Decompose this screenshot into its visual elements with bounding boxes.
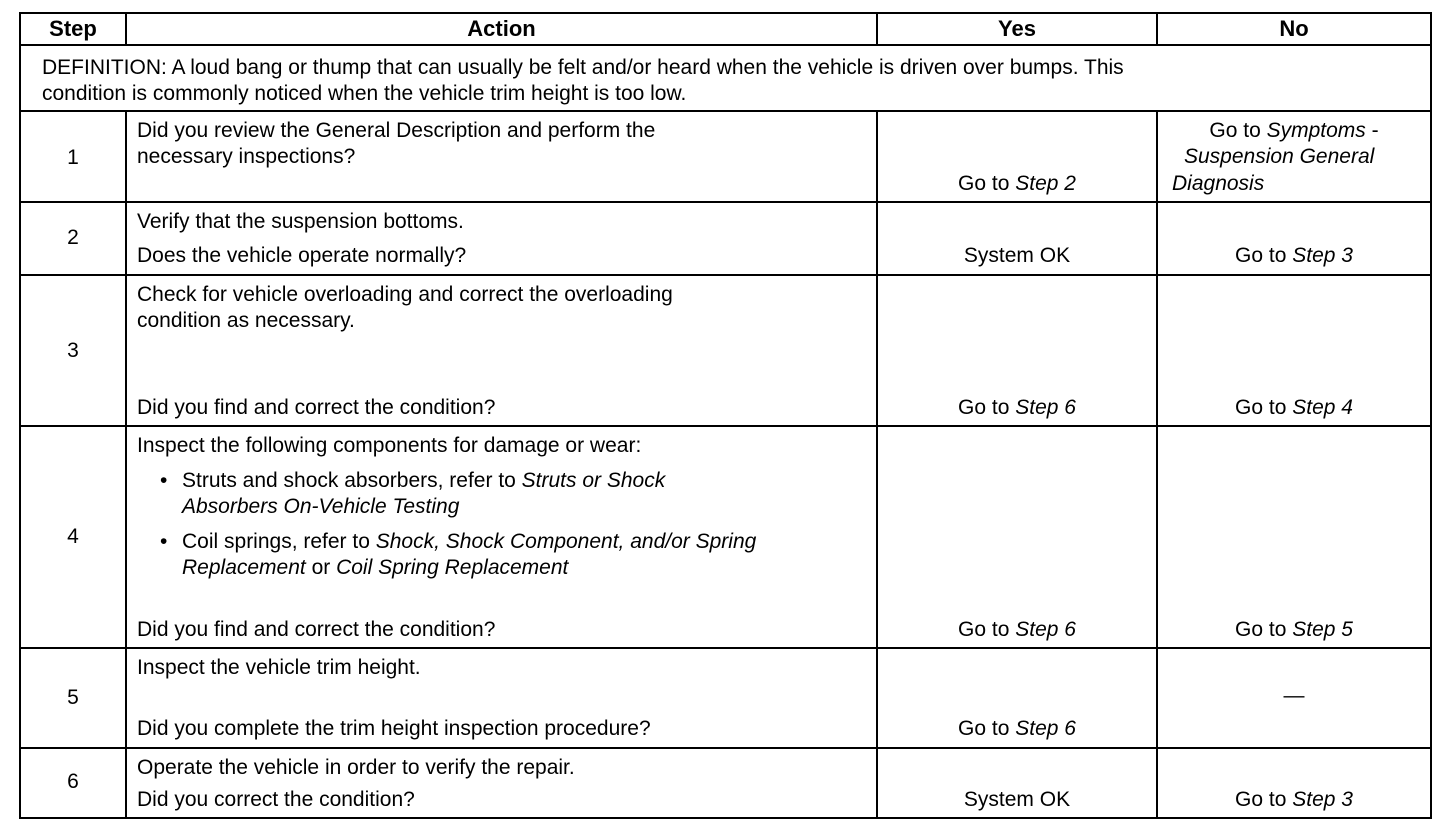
step-4-bullet-1-ref-1: Struts or Shock [521, 469, 666, 492]
step-3-no-ref: Step 4 [1292, 396, 1353, 419]
step-3-yes-ref: Step 6 [1015, 396, 1076, 419]
step-4-bullet-1-text: Struts and shock absorbers, refer to [182, 469, 522, 492]
definition-line-1: DEFINITION: A loud bang or thump that can usually be felt and/or heard when the vehicle is driven over bumps. This [42, 56, 1124, 79]
step-4-bullet-2-line-2 [182, 555, 568, 581]
step-3-yes-prefix: Go to [958, 396, 1016, 419]
step-6-question: Did you correct the condition? [137, 788, 415, 811]
step-4-bullet-1-ref-2: Absorbers On-Vehicle Testing [182, 495, 460, 518]
step-3-yes [878, 395, 1156, 421]
step-1-action-line-1: Did you review the General Description and perform the [137, 119, 656, 142]
step-1-no-prefix: Go to [1209, 119, 1267, 142]
step-number-4: 4 [67, 525, 79, 548]
step-2-no-prefix: Go to [1235, 244, 1293, 267]
step-6-action-line-1: Operate the vehicle in order to verify the repair. [137, 756, 575, 779]
definition-divider [19, 110, 1432, 112]
step-6-no-ref: Step 3 [1292, 788, 1353, 811]
step-1-no-ref-1: Symptoms [1266, 119, 1366, 142]
step-5-yes-prefix: Go to [958, 717, 1016, 740]
header-action: Action [467, 16, 536, 41]
step-4-bullet-2-marker: • [160, 530, 168, 553]
step-4-bullet-2-text: Coil springs, refer to [182, 530, 376, 553]
row-divider-1 [19, 201, 1432, 203]
step-number-2: 2 [67, 226, 79, 249]
col-divider-yes-body [1156, 110, 1158, 819]
step-4-yes-ref: Step 6 [1015, 618, 1076, 641]
col-divider-step-body [125, 110, 127, 819]
step-4-bullet-2-ref-2: Replacement [182, 556, 306, 579]
row-divider-2 [19, 274, 1432, 276]
step-2-yes: System OK [963, 244, 1071, 267]
step-4-bullet-2-or: or [305, 556, 337, 579]
step-number-5: 5 [67, 686, 79, 709]
step-4-yes [878, 617, 1156, 643]
step-2-no-ref: Step 3 [1292, 244, 1353, 267]
step-6-yes: System OK [963, 788, 1071, 811]
table-border-bottom [19, 817, 1432, 819]
step-1-yes [878, 171, 1156, 197]
step-1-yes-prefix: Go to [958, 172, 1016, 195]
step-3-no [1158, 395, 1430, 421]
step-number-6: 6 [67, 770, 79, 793]
step-4-bullet-2-line-1 [182, 529, 756, 555]
step-2-no [1158, 243, 1430, 269]
step-5-yes-ref: Step 6 [1015, 717, 1076, 740]
step-5-question: Did you complete the trim height inspection procedure? [137, 717, 651, 740]
step-4-action-line-1: Inspect the following components for damage or wear: [137, 434, 642, 457]
step-1-yes-ref: Step 2 [1015, 172, 1076, 195]
row-divider-3 [19, 425, 1432, 427]
step-4-no-ref: Step 5 [1292, 618, 1353, 641]
header-no: No [1279, 16, 1309, 41]
step-number-3: 3 [67, 339, 79, 362]
step-4-question: Did you find and correct the condition? [137, 618, 496, 641]
step-1-no-line-2: Suspension General [1184, 145, 1375, 168]
step-4-no [1158, 617, 1430, 643]
step-4-bullet-2-ref-3: Coil Spring Replacement [336, 556, 569, 579]
step-3-question: Did you find and correct the condition? [137, 396, 496, 419]
table-border-right [1430, 12, 1432, 819]
step-4-bullet-1-line-1 [182, 468, 665, 494]
row-divider-5 [19, 747, 1432, 749]
step-3-action-line-2: condition as necessary. [137, 309, 355, 332]
step-4-yes-prefix: Go to [958, 618, 1016, 641]
col-divider-action-body [876, 110, 878, 819]
step-4-no-prefix: Go to [1235, 618, 1293, 641]
step-6-no [1158, 787, 1430, 813]
step-4-bullet-1-marker: • [160, 469, 168, 492]
step-2-question: Does the vehicle operate normally? [137, 244, 467, 267]
step-1-no-line-1 [1158, 118, 1430, 144]
step-1-action-line-2: necessary inspections? [137, 145, 356, 168]
step-5-action-line-1: Inspect the vehicle trim height. [137, 656, 421, 679]
step-1-no-line-3: Diagnosis [1172, 172, 1265, 195]
row-divider-4 [19, 647, 1432, 649]
header-step: Step [49, 16, 97, 41]
step-3-action-line-1: Check for vehicle overloading and correct the overloading [137, 283, 673, 306]
step-1-no-after: - [1365, 119, 1379, 142]
definition-line-2: condition is commonly noticed when the vehicle trim height is too low. [42, 82, 687, 105]
table-border-top [19, 12, 1432, 14]
step-6-no-prefix: Go to [1235, 788, 1293, 811]
step-3-no-prefix: Go to [1235, 396, 1293, 419]
header-divider [19, 44, 1432, 46]
step-5-no-dash: — [1283, 684, 1305, 707]
step-5-yes [878, 716, 1156, 742]
step-4-bullet-2-ref-1: Shock, Shock Component, and/or Spring [375, 530, 757, 553]
header-yes: Yes [998, 16, 1036, 41]
step-number-1: 1 [67, 146, 79, 169]
step-2-action-line-1: Verify that the suspension bottoms. [137, 210, 464, 233]
